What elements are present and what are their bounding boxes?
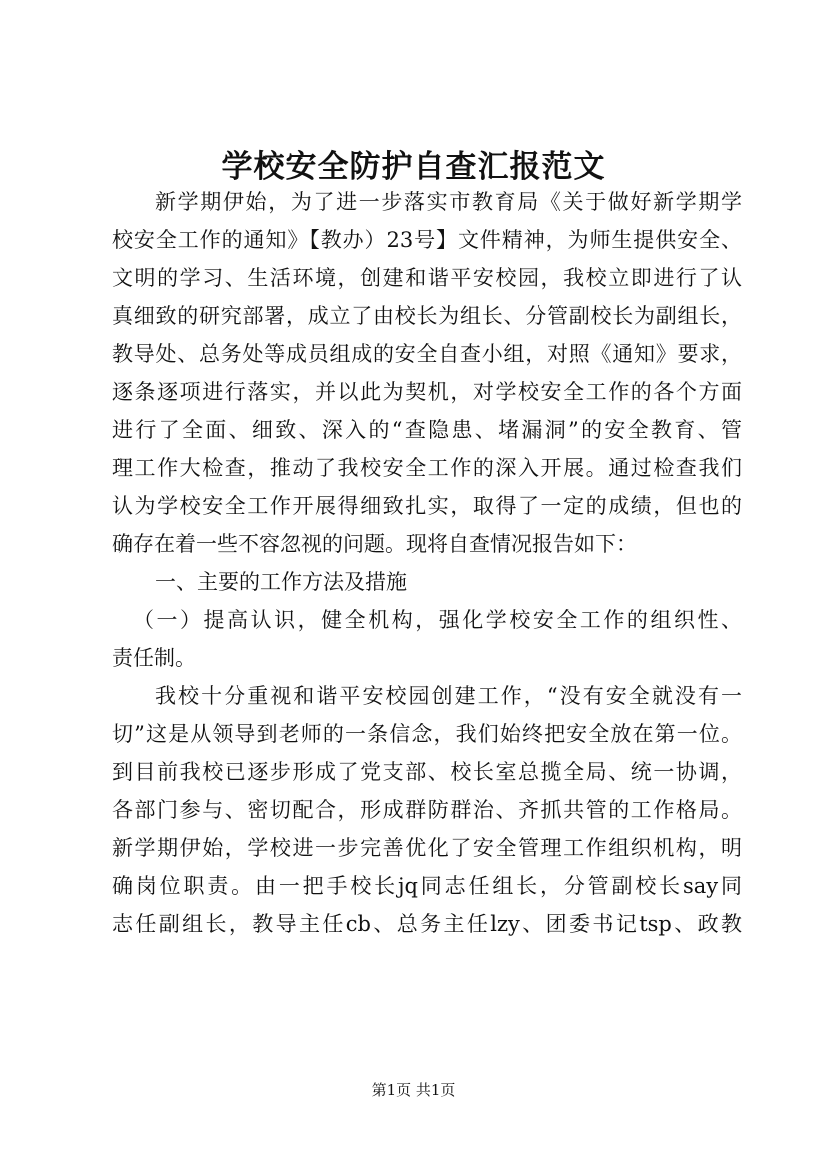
paragraph-line: 确存在着一些不容忽视的问题。现将自查情况报告如下： <box>112 532 637 556</box>
paragraph-line: 逐条逐项进行落实，并以此为契机，对学校安全工作的各个方面 <box>112 380 742 404</box>
paragraph-line: 志任副组长，教导主任cb、总务主任lzy、团委书记tsp、政教 <box>112 912 742 936</box>
paragraph-line: 到目前我校已逐步形成了党支部、校长室总揽全局、统一协调， <box>112 760 742 784</box>
page-footer: 第1页 共1页 <box>371 1081 456 1099</box>
paragraph-line: 校安全工作的通知》【教办）23号】文件精神，为师生提供安全、 <box>112 228 742 252</box>
subsection-heading: （一）提高认识，健全机构，强化学校安全工作的组织性、 <box>133 608 742 632</box>
paragraph-line: 真细致的研究部署，成立了由校长为组长、分管副校长为副组长， <box>112 304 742 328</box>
paragraph-line: 确岗位职责。由一把手校长jq同志任组长，分管副校长say同 <box>112 874 742 898</box>
paragraph-line: 各部门参与、密切配合，形成群防群治、齐抓共管的工作格局。 <box>112 798 742 822</box>
paragraph-line: 新学期伊始，为了进一步落实市教育局《关于做好新学期学 <box>155 190 742 214</box>
paragraph-line: 新学期伊始，学校进一步完善优化了安全管理工作组织机构，明 <box>112 836 742 860</box>
document-title: 学校安全防护自查汇报范文 <box>221 149 606 185</box>
paragraph-line: 我校十分重视和谐平安校园创建工作，“没有安全就没有一 <box>155 684 742 708</box>
paragraph-line: 认为学校安全工作开展得细致扎实，取得了一定的成绩，但也的 <box>112 494 742 518</box>
paragraph-line: 教导处、总务处等成员组成的安全自查小组，对照《通知》要求， <box>112 342 742 366</box>
paragraph-line: 文明的学习、生活环境，创建和谐平安校园，我校立即进行了认 <box>112 266 742 290</box>
subsection-heading-cont: 责任制。 <box>112 646 196 670</box>
paragraph-line: 切”这是从领导到老师的一条信念，我们始终把安全放在第一位。 <box>112 722 742 746</box>
paragraph-line: 进行了全面、细致、深入的“查隐患、堵漏洞”的安全教育、管 <box>112 418 742 442</box>
paragraph-line: 理工作大检查，推动了我校安全工作的深入开展。通过检查我们 <box>112 456 742 480</box>
section-heading: 一、主要的工作方法及措施 <box>155 570 407 594</box>
